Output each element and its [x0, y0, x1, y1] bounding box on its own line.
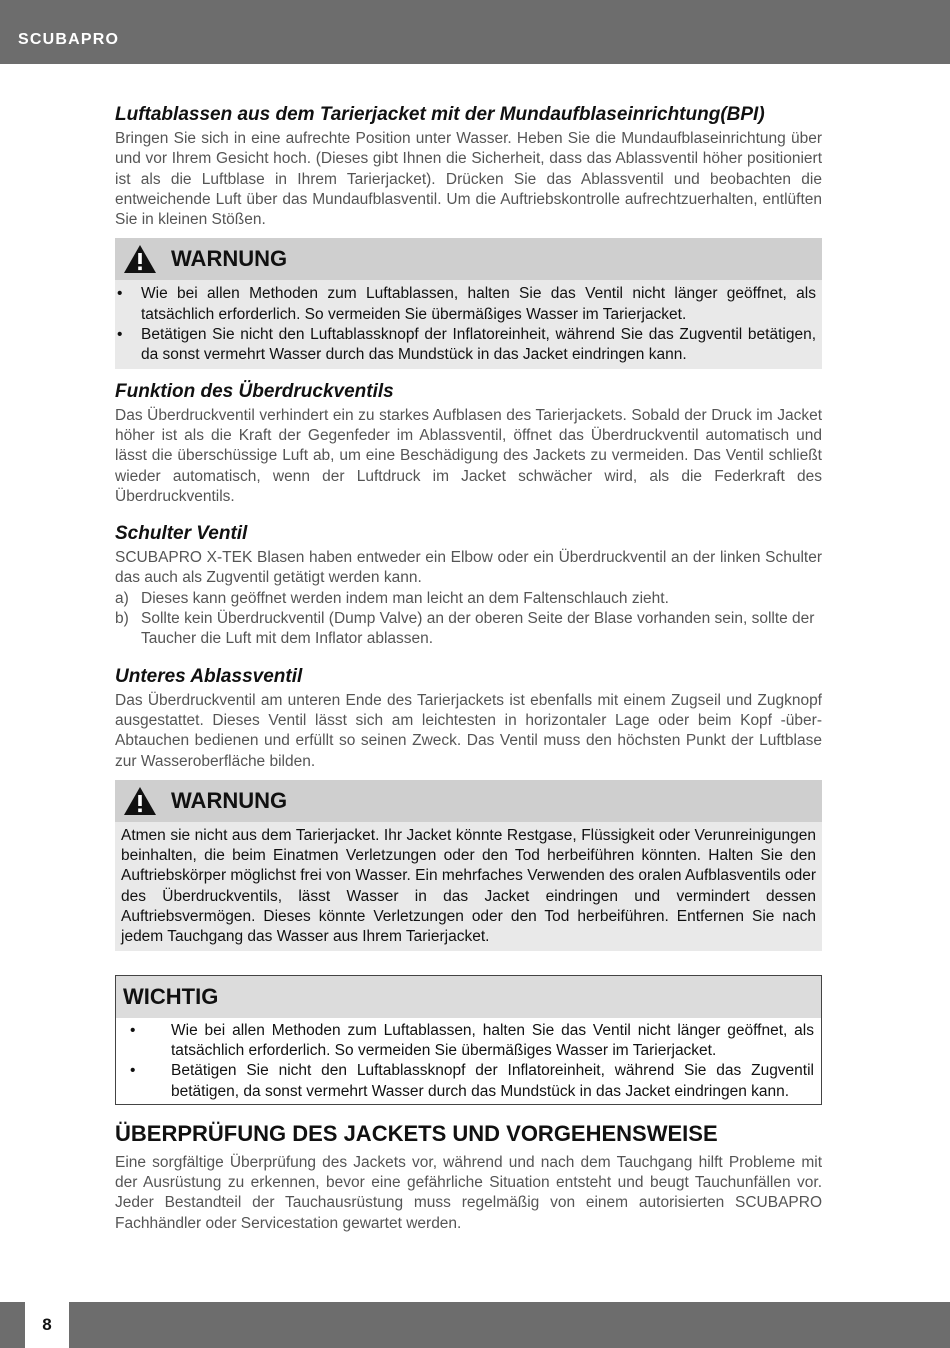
list-item: • Wie bei allen Methoden zum Luftablassen, halten Sie das Ventil nicht länger geöffnet, als tatsächlich erforderlich. So vermeiden Sie übermäßiges Wasser im Tarierjacket. [121, 284, 816, 325]
important-body [116, 1018, 821, 1104]
list-item [115, 609, 822, 650]
warning-list [121, 284, 816, 365]
page-content [115, 103, 822, 1234]
section-heading-inspection: ÜBERPRÜFUNG DES JACKETS UND VORGEHENSWEISE [115, 1120, 718, 1146]
warning-title: WARNUNG [171, 246, 288, 272]
header-bar [0, 0, 950, 64]
warning-header [115, 238, 822, 280]
list-item-text: Sollte kein Überdruckventil (Dump Valve) an der oberen Seite der Blase vorhanden sein, sollte der Taucher die Luft mit dem Inflator ablassen. [141, 610, 815, 648]
brand-logo: SCUBAPRO [18, 31, 120, 48]
warning-header [115, 780, 822, 822]
warning-box-2 [115, 780, 822, 951]
list-item [115, 589, 822, 609]
shoulder-list [115, 589, 822, 650]
warning-title: WARNUNG [171, 787, 288, 813]
section-title-lower: Unteres Ablassventil [115, 665, 303, 687]
warning-body [115, 280, 822, 368]
warning-body: Atmen sie nicht aus dem Tarierjacket. Ihr Jacket könnte Restgase, Flüssigkeit oder Verunreinigungen beinhalten, die beim Einatmen Verletzungen oder den Tod herbeiführen könnten. Halten Sie den Auftriebskörper möglichst frei von Wasser. Ein mehrfaches Verwenden des oralen Aufblasventils oder des Überdruckventils, lässt Wasser in das Jacket eindringen und vermindert dessen Auftriebsvermögen. Dieses könnte Verletzungen oder den Tod herbeiführen. Entfernen Sie nach jedem Tauchgang das Wasser aus Ihrem Tarierjacket. [121, 826, 816, 946]
section-text-lower: Das Überdruckventil am unteren Ende des Tarierjackets ist ebenfalls mit einem Zugseil und Zugknopf ausgestattet. Dieses Ventil lässt sich am leichtesten in horizontaler Lage oder beim Kopf -über-Abtauchen bedienen und erfüllt so seinen Zweck. Das Ventil muss den höchsten Punkt der Luftblase zur Wasseroberfläche bilden. [115, 691, 822, 770]
list-item: • Betätigen Sie nicht den Luftablassknopf der Inflatoreinheit, während Sie das Zugventil betätigen, da sonst vermehrt Wasser durch das Mundstück in das Jacket eindringen kann. [123, 1061, 814, 1102]
page-number: 8 [25, 1302, 69, 1348]
warning-box-1 [115, 238, 822, 368]
section-title-shoulder: Schulter Ventil [115, 523, 248, 545]
important-box [115, 975, 822, 1105]
important-list [123, 1021, 814, 1102]
footer-bar [0, 1302, 950, 1348]
list-marker: a) [115, 589, 129, 607]
section-text-overpressure: Das Überdruckventil verhindert ein zu starkes Aufblasen des Tarierjackets. Sobald der Druck im Jacket höher ist als die Kraft der Gegenfeder im Ablassventil, öffnet das Überdruckventil automatisch und lässt die überschüssige Luft ab, um eine Beschädigung des Jackets zu vermeiden. Das Ventil schließt wieder automatisch, wenn der Luftdruck im Jacket schwächer wird, als die Federkraft des Überdruckventils. [115, 406, 822, 505]
warning-triangle-icon [123, 244, 157, 274]
section-title-bpi: Luftablassen aus dem Tarierjacket mit der Mundaufblaseinrichtung(BPI) [115, 104, 765, 125]
list-marker: b) [115, 610, 129, 628]
warning-triangle-icon [123, 786, 157, 816]
list-item: • Betätigen Sie nicht den Luftablassknopf der Inflatoreinheit, während Sie das Zugventil betätigen, da sonst vermehrt Wasser durch das Mundstück in das Jacket eindringen kann. [121, 325, 816, 366]
list-item: • Wie bei allen Methoden zum Luftablassen, halten Sie das Ventil nicht länger geöffnet, als tatsächlich erforderlich. So vermeiden Sie übermäßiges Wasser im Tarierjacket. [123, 1021, 814, 1062]
section-title-overpressure: Funktion des Überdruckventils [115, 380, 394, 402]
important-title: WICHTIG [116, 976, 821, 1018]
section-text-inspection: Eine sorgfältige Überprüfung des Jackets vor, während und nach dem Tauchgang hilft Probleme mit der Ausrüstung zu erkennen, bevor eine gefährliche Situation entsteht und beugt Tauchunfällen vor. Jeder Bestandteil der Tauchausrüstung muss regelmäßig von einem autorisierten SCUBAPRO Fachhändler oder Servicestation gewartet werden. [115, 1153, 822, 1232]
section-text-shoulder: SCUBAPRO X-TEK Blasen haben entweder ein Elbow oder ein Überdruckventil an der linken Schulter das auch als Zugventil getätigt werden kann. [115, 549, 822, 587]
section-text-bpi: Bringen Sie sich in eine aufrechte Position unter Wasser. Heben Sie die Mundaufblaseinrichtung über und vor Ihrem Gesicht hoch. (Dieses gibt Ihnen die Sicherheit, dass das Ablassventil höher positioniert ist als die Luftblase in Ihrem Tarierjacket). Drücken Sie das Ablassventil und beobachten die entweichende Luft über das Mundaufblasventil. Um die Auftriebskontrolle aufrechtzuerhalten, entlüften Sie in kleinen Stößen. [115, 130, 822, 229]
list-item-text: Dieses kann geöffnet werden indem man leicht an dem Faltenschlauch zieht. [141, 589, 669, 607]
